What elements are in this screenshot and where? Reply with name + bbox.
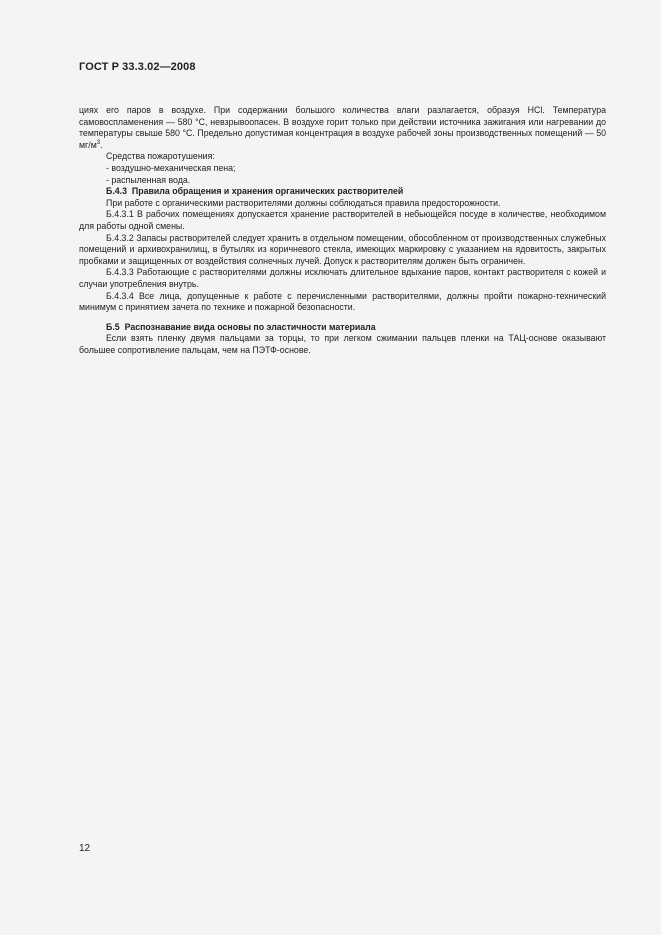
paragraph-text: циях его паров в воздухе. При содержании большого количества влаги разлагается, образуя HCl. Температура самовоспламенения — 580 °C, невзрывоопасен. В воздухе горит только при действии источника зажигания или нагревании до температуры свыше 580 °C. Предельно допустимая концентрация в воздухе рабочей зоны производственных помещений — 50 мг/м bbox=[79, 105, 606, 150]
section-title: Распознавание вида основы по эластичности материала bbox=[124, 321, 376, 332]
section-number: Б.5 bbox=[106, 321, 120, 332]
section-title: Правила обращения и хранения органических растворителей bbox=[131, 186, 404, 197]
paragraph: При работе с органическими растворителями должны соблюдаться правила предосторожности. bbox=[106, 197, 501, 208]
page-number: 12 bbox=[79, 843, 91, 854]
superscript: 3 bbox=[96, 139, 101, 146]
section-number: Б.4.3 bbox=[106, 186, 127, 197]
paragraph-b434: Б.4.3.4 Все лица, допущенные к работе с перечисленными растворителями, должны пройти пожарно-технический минимум с принятием зачета по технике и пожарной безопасности. bbox=[79, 290, 606, 313]
section-heading-b43 bbox=[79, 186, 606, 198]
paragraph-end: . bbox=[100, 139, 103, 150]
paragraph-b431: Б.4.3.1 В рабочих помещениях допускается хранение растворителей в небьющейся посуде в количестве, необходимом для работы одной смены. bbox=[79, 209, 606, 231]
paragraph-extinguishing: Средства пожаротушения: bbox=[106, 151, 215, 162]
document-header: ГОСТ Р 33.3.02—2008 bbox=[79, 61, 196, 73]
document-body bbox=[79, 105, 606, 356]
section-heading-b5 bbox=[79, 322, 606, 334]
list-item: - воздушно-механическая пена; bbox=[106, 162, 236, 173]
paragraph-continued bbox=[79, 105, 606, 151]
paragraph-b432: Б.4.3.2 Запасы растворителей следует хранить в отдельном помещении, обособленном от производственных служебных помещений и архивохранилищ, в бутылях из коричневого стекла, имеющих маркировку с указанием на ядовитость, закрытых пробками и защищенных от воздействия солнечных лучей. Допуск к растворителям должен быть ограничен. bbox=[79, 232, 606, 266]
paragraph-b5: Если взять пленку двумя пальцами за торцы, то при легком сжимании пальцев пленки на ТАЦ-основе оказывают большее сопротивление пальцам, чем на ПЭТФ-основе. bbox=[79, 333, 606, 355]
paragraph-b433: Б.4.3.3 Работающие с растворителями должны исключать длительное вдыхание паров, контакт растворителя с кожей и случаи употребления внутрь. bbox=[79, 267, 606, 289]
list-item: - распыленная вода. bbox=[106, 174, 191, 185]
